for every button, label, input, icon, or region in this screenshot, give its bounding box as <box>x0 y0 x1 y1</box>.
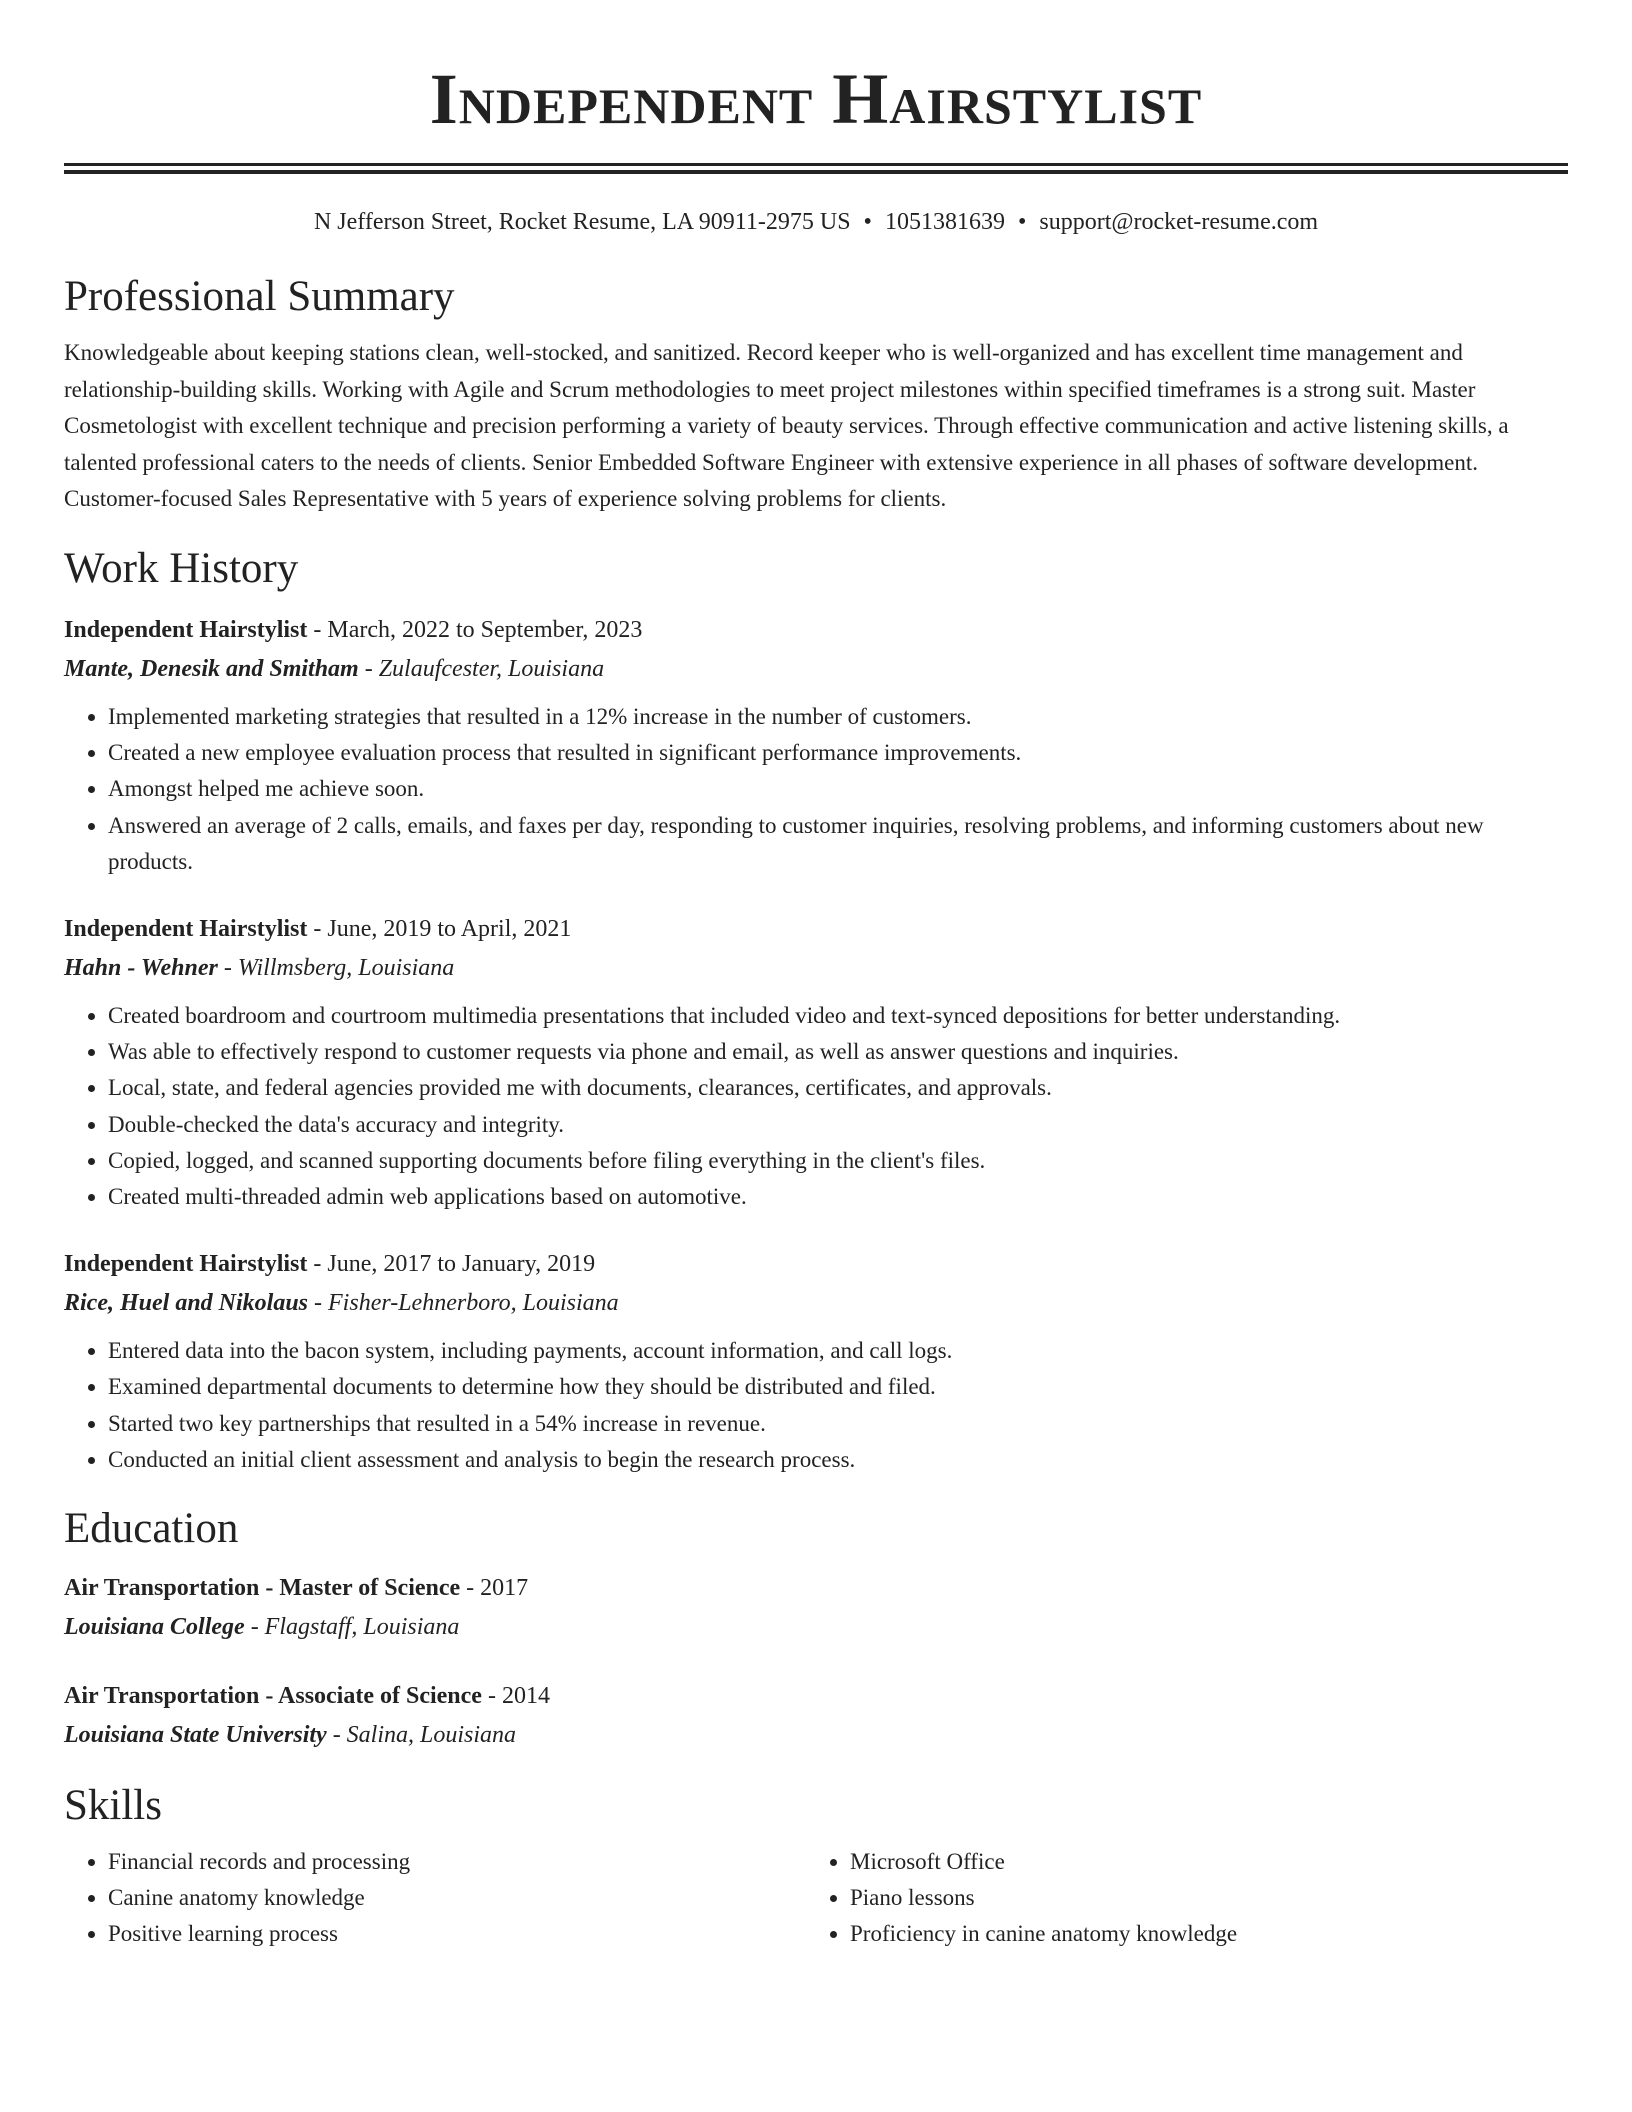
job-location: - Willmsberg, Louisiana <box>217 954 455 981</box>
job-bullet: • Was able to effectively respond to customer requests via phone and email, as well as answer questions and inquiries. <box>108 1034 1568 1070</box>
job-bullet: • Answered an average of 2 calls, emails, and faxes per day, responding to customer inquiries, resolving problems, and informing customers about new products. <box>108 808 1568 880</box>
skill-item: • Microsoft Office <box>850 1844 1548 1880</box>
section-title-work-history: Work History <box>64 544 299 592</box>
job-dates: - March, 2022 to September, 2023 <box>307 616 643 643</box>
contact-separator: • <box>863 209 872 235</box>
job-header <box>64 910 1568 949</box>
section-title-summary: Professional Summary <box>64 273 455 320</box>
section-title-skills: Skills <box>64 1782 162 1830</box>
job-bullet: • Created multi-threaded admin web applications based on automotive. <box>108 1179 1568 1215</box>
skills-columns <box>64 1844 1568 1953</box>
job-entry <box>64 1245 1568 1478</box>
job-bullets <box>64 1333 1568 1478</box>
job-company: Hahn - Wehner <box>64 954 218 981</box>
section-title-education: Education <box>64 1505 239 1553</box>
education-degree: Air Transportation - Master of Science <box>64 1575 461 1602</box>
job-role: Independent Hairstylist <box>64 616 308 643</box>
education-year: - 2014 <box>481 1683 550 1710</box>
job-dates: - June, 2017 to January, 2019 <box>307 1251 596 1278</box>
education-entry <box>64 1569 1568 1647</box>
job-bullet: • Created boardroom and courtroom multimedia presentations that included video and text-synced depositions for better understanding. <box>108 998 1568 1034</box>
skills-list-right <box>806 1844 1548 1953</box>
job-bullet: • Started two key partnerships that resulted in a 54% increase in revenue. <box>108 1406 1568 1442</box>
education-header <box>64 1677 1568 1716</box>
job-bullets <box>64 699 1568 880</box>
contact-line <box>64 207 1568 237</box>
education-year: - 2017 <box>460 1575 529 1602</box>
job-company-line <box>64 650 1568 689</box>
education-school: Louisiana State University <box>64 1722 327 1749</box>
skill-item: • Financial records and processing <box>108 1844 806 1880</box>
job-bullet: • Entered data into the bacon system, including payments, account information, and call logs. <box>108 1333 1568 1369</box>
job-location: - Zulaufcester, Louisiana <box>358 655 605 682</box>
job-role: Independent Hairstylist <box>64 915 308 942</box>
job-company: Mante, Denesik and Smitham <box>64 655 359 682</box>
job-header <box>64 611 1568 650</box>
job-entry <box>64 910 1568 1215</box>
header-double-rule <box>64 163 1568 174</box>
job-location: - Fisher-Lehnerboro, Louisiana <box>308 1290 619 1317</box>
job-company: Rice, Huel and Nikolaus <box>64 1290 309 1317</box>
contact-separator: • <box>1017 209 1027 235</box>
job-bullet: • Double-checked the data's accuracy and integrity. <box>108 1107 1568 1143</box>
job-company-line <box>64 1284 1568 1323</box>
education-degree: Air Transportation - Associate of Science <box>64 1683 482 1710</box>
contact-address: N Jefferson Street, Rocket Resume, LA 90911-2975 US <box>313 209 851 235</box>
summary-text: Knowledgeable about keeping stations clean, well-stocked, and sanitized. Record keeper who is well-organized and has excellent time management and relationship-building skills. Working with Agile and Scrum methodologies to meet project milestones within specified timeframes is a strong suit. Master Cosmetologist with excellent technique and precision performing a variety of beauty services. Through effective communication and active listening skills, a talented professional caters to the needs of clients. Senior Embedded Software Engineer with extensive experience in all phases of software development. Customer-focused Sales Representative with 5 years of experience solving problems for clients. <box>64 340 1509 512</box>
skills-list-left <box>64 1844 806 1953</box>
job-bullets <box>64 998 1568 1215</box>
contact-phone: 1051381639 <box>884 209 1005 235</box>
job-bullet: • Created a new employee evaluation process that resulted in significant performance improvements. <box>108 735 1568 771</box>
job-dates: - June, 2019 to April, 2021 <box>307 915 572 942</box>
education-school: Louisiana College <box>64 1614 245 1641</box>
education-entry <box>64 1677 1568 1755</box>
education-location: - Flagstaff, Louisiana <box>244 1614 460 1641</box>
job-bullet: • Amongst helped me achieve soon. <box>108 771 1568 807</box>
job-header <box>64 1245 1568 1284</box>
education-school-line <box>64 1716 1568 1755</box>
education-school-line <box>64 1608 1568 1647</box>
job-company-line <box>64 949 1568 988</box>
job-bullet: • Copied, logged, and scanned supporting documents before filing everything in the client's files. <box>108 1143 1568 1179</box>
job-bullet: • Examined departmental documents to determine how they should be distributed and filed. <box>108 1369 1568 1405</box>
contact-email: support@rocket-resume.com <box>1039 209 1319 235</box>
education-header <box>64 1569 1568 1608</box>
skill-item: • Canine anatomy knowledge <box>108 1880 806 1916</box>
skill-item: • Proficiency in canine anatomy knowledge <box>850 1916 1548 1952</box>
job-bullet: • Conducted an initial client assessment and analysis to begin the research process. <box>108 1442 1568 1478</box>
education-location: - Salina, Louisiana <box>326 1722 517 1749</box>
job-bullet: • Local, state, and federal agencies provided me with documents, clearances, certificates, and approvals. <box>108 1070 1568 1106</box>
job-entry <box>64 611 1568 880</box>
skill-item: • Piano lessons <box>850 1880 1548 1916</box>
job-bullet: • Implemented marketing strategies that resulted in a 12% increase in the number of customers. <box>108 699 1568 735</box>
resume-name: Independent Hairstylist <box>429 59 1203 139</box>
skill-item: • Positive learning process <box>108 1916 806 1952</box>
job-role: Independent Hairstylist <box>64 1251 308 1278</box>
